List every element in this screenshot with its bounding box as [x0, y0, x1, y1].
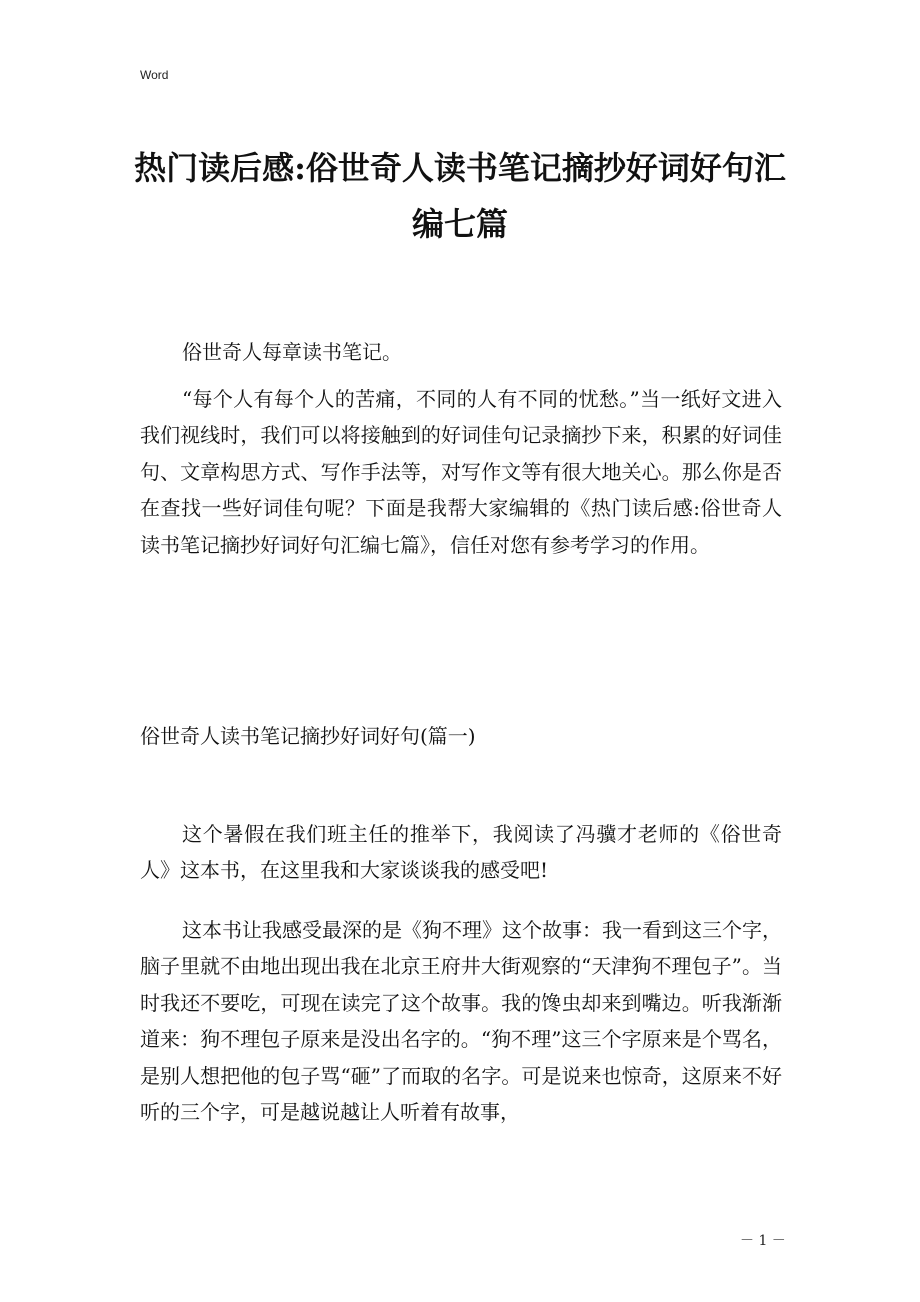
section-paragraph-2: 这本书让我感受最深的是《狗不理》这个故事：我一看到这三个字，脑子里就不由地出现出我在北京王府井大街观察的“天津狗不理包子”。当时我还不要吃，可现在读完了这个故事。我的馋虫却来到嘴边。听我渐渐道来：狗不理包子原来是没出名字的。“狗不理”这三个字原来是个骂名，是别人想把他的包子骂“砸”了而取的名字。可是说来也惊奇，这原来不好听的三个字，可是越说越让人听着有故事，	[140, 918, 782, 1125]
intro-paragraph: “每个人有每个人的苦痛，不同的人有不同的忧愁。”当一纸好文进入我们视线时，我们可以将接触到的好词佳句记录摘抄下来，积累的好词佳句、文章构思方式、写作手法等，对写作文等有很大地关心。那么你是否在查找一些好词佳句呢？下面是我帮大家编辑的《热门读后感:俗世奇人读书笔记摘抄好词好句汇编七篇》，信任对您有参考学习的作用。	[140, 387, 782, 557]
section-heading: 俗世奇人读书笔记摘抄好词好句(篇一)	[140, 724, 476, 748]
page-number: － 1 －	[740, 1233, 786, 1249]
header-app-label: Word	[140, 68, 169, 82]
intro-line: 俗世奇人每章读书笔记。	[182, 340, 402, 364]
document-title: 热门读后感:俗世奇人读书笔记摘抄好词好句汇编七篇	[134, 149, 786, 243]
section-paragraph-1: 这个暑假在我们班主任的推举下，我阅读了冯骥才老师的《俗世奇人》这本书，在这里我和大家谈谈我的感受吧!	[140, 822, 782, 883]
